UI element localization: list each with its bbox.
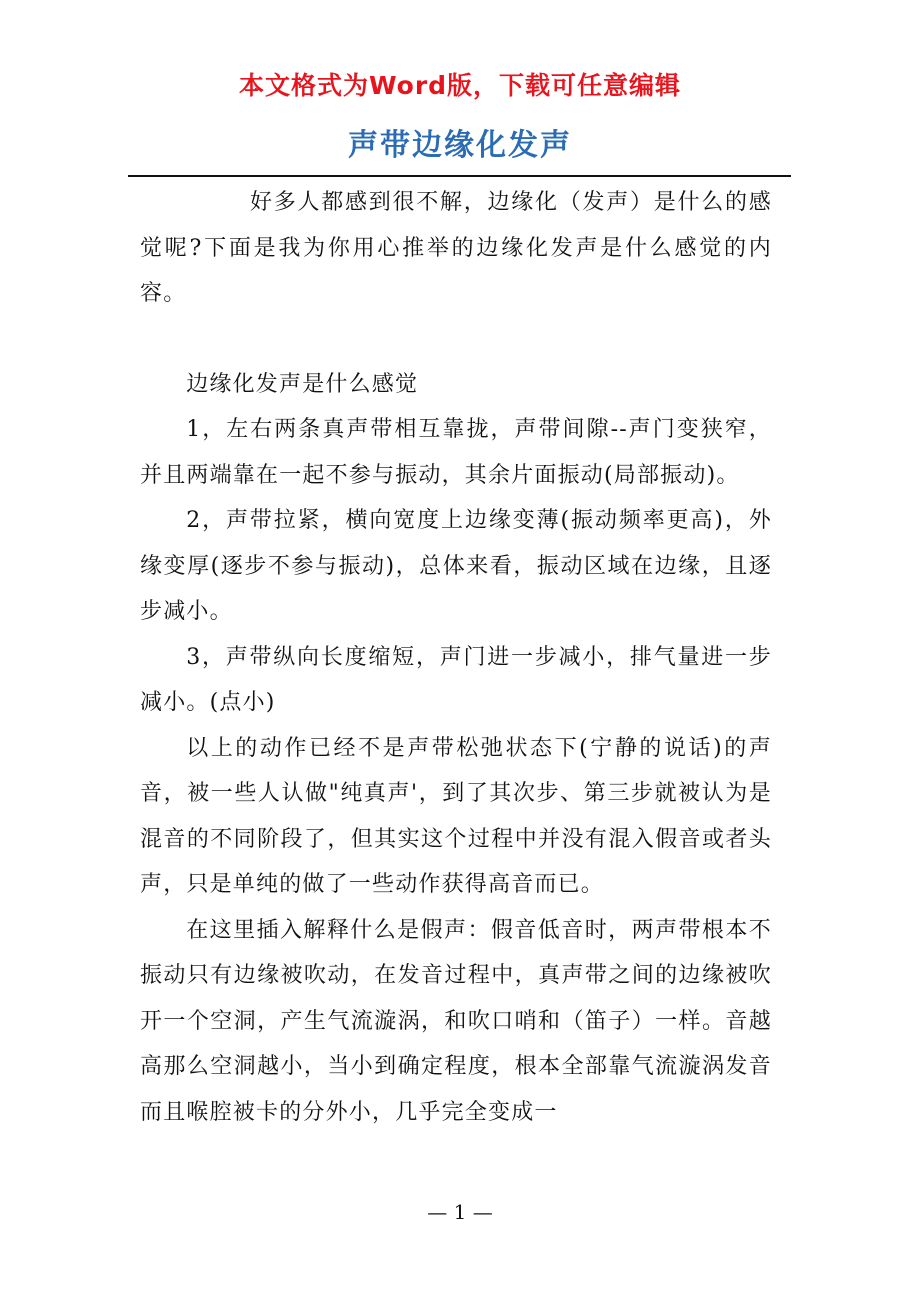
page-number: — 1 — [427,1200,493,1224]
falsetto-paragraph: 在这里插入解释什么是假声：假音低音时，两声带根本不振动只有边缘被吹动，在发音过程中，真声带之间的边缘被吹开一个空洞，产生气流漩涡，和吹口哨和（笛子）一样。音越高那么空洞越小，当小到确定程度，根本全部靠气流漩涡发音而且喉腔被卡的分外小，几乎完全变成一 [140,917,772,1125]
list-item-2: 2，声带拉紧，横向宽度上边缘变薄(振动频率更高)，外缘变厚(逐步不参与振动)，总体来看，振动区域在边缘，且逐步减小。 [140,508,772,624]
format-banner: 本文格式为Word版，下载可任意编辑 [238,71,682,100]
article-body [140,180,772,1135]
intro-paragraph: 好多人都感到很不解，边缘化（发声）是什么的感觉呢?下面是我为你用心推举的边缘化发声是什么感觉的内容。 [140,190,772,306]
list-item-1: 1，左右两条真声带相互靠拢，声带间隙--声门变狭窄，并且两端靠在一起不参与振动，其余片面振动(局部振动)。 [140,417,772,488]
page-title: 声带边缘化发声 [348,128,572,163]
list-item-3: 3，声带纵向长度缩短，声门进一步减小，排气量进一步减小。(点小) [140,644,772,715]
title-divider [128,175,791,177]
summary-paragraph: 以上的动作已经不是声带松弛状态下(宁静的说话)的声音，被一些人认做"纯真声'，到了其次步、第三步就被认为是混音的不同阶段了，但其实这个过程中并没有混入假音或者头声，只是单纯的做了一些动作获得高音而已。 [140,735,772,897]
paragraph-gap [140,317,772,362]
section-heading: 边缘化发声是什么感觉 [186,371,419,397]
